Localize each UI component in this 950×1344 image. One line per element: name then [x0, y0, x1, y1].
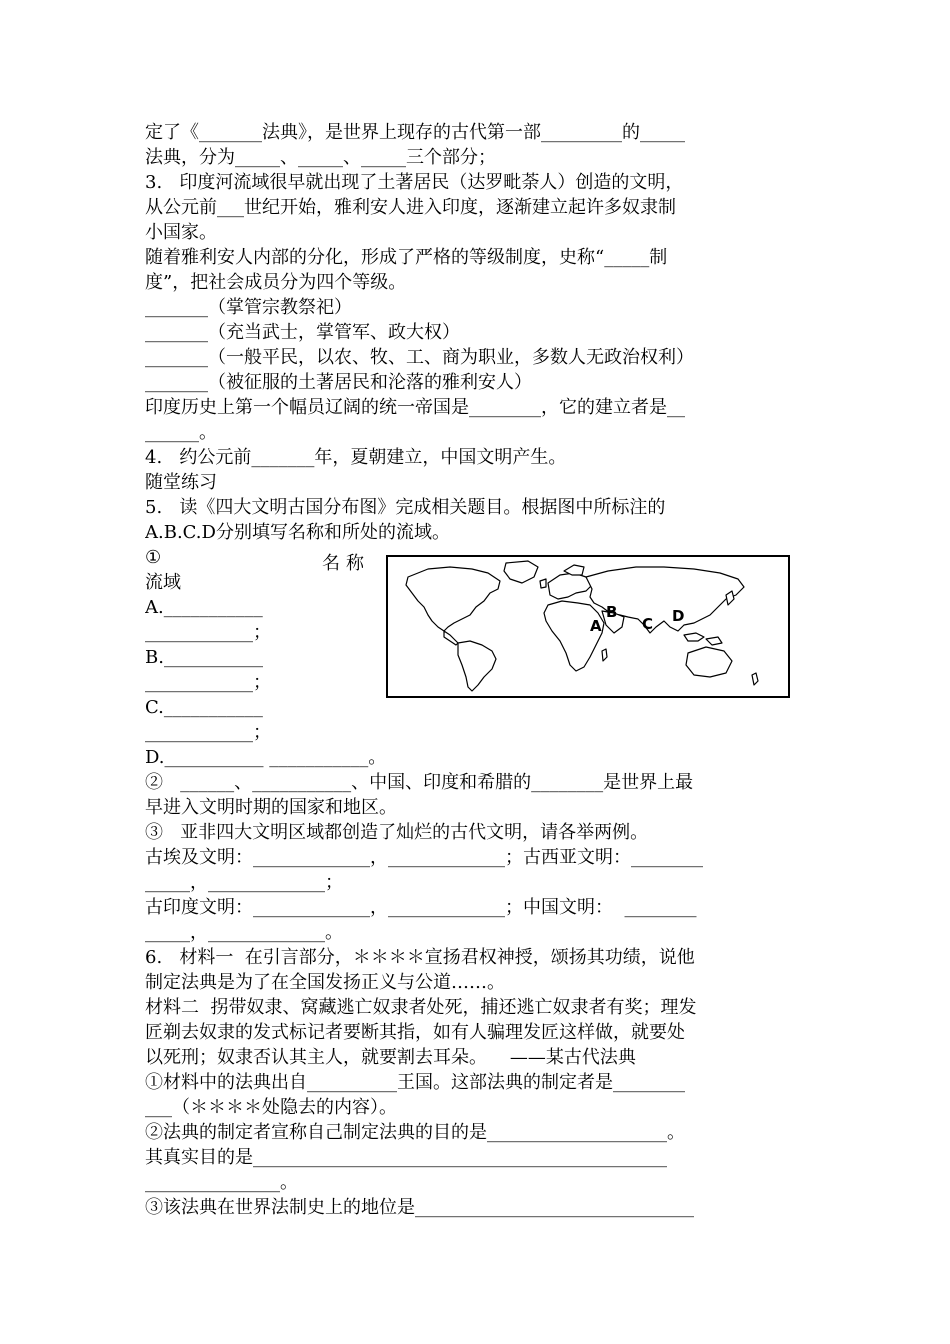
text-line: ① — [145, 547, 162, 568]
text-line: 制定法典是为了在全国发扬正义与公道……。 — [145, 972, 505, 993]
section-heading: 随堂练习 — [145, 472, 217, 493]
text-line: ______。 — [145, 422, 217, 443]
text-line: ____________； — [145, 672, 271, 693]
text-line: _____，_____________； — [145, 872, 343, 893]
text-line: A.___________ — [145, 597, 263, 618]
text-line: 匠剃去奴隶的发式标记者要断其指，如有人骗理发匠这样做，就要处 — [145, 1022, 685, 1043]
text-line: C.___________ — [145, 697, 263, 718]
text-line: 以死刑；奴隶否认其主人，就要割去耳朵。 ——某古代法典 — [145, 1047, 636, 1068]
text-line: 6. 材料一 在引言部分，＊＊＊＊宣扬君权神授，颂扬其功绩，说他 — [145, 947, 695, 968]
text-line: 5. 读《四大文明古国分布图》完成相关题目。根据图中所标注的 — [145, 497, 666, 518]
text-line: 其真实目的是______________________________________________ — [145, 1147, 667, 1168]
text-line: ③ 亚非四大文明区域都创造了灿烂的古代文明，请各举两例。 — [145, 822, 649, 843]
text-line: 小国家。 — [145, 222, 217, 243]
map-label-d: D — [672, 607, 685, 625]
map-label-c: C — [642, 615, 654, 633]
world-map-outline — [388, 557, 788, 696]
text-line: ①材料中的法典出自__________王国。这部法典的制定者是________ — [145, 1072, 685, 1093]
text-line: 古印度文明：_____________，_____________；中国文明： ________ — [145, 897, 697, 918]
text-line: 从公元前___世纪开始，雅利安人进入印度，逐渐建立起许多奴隶制 — [145, 197, 676, 218]
text-line: 印度历史上第一个幅员辽阔的统一帝国是________，它的建立者是__ — [145, 397, 685, 418]
text-line: ②法典的制定者宣称自己制定法典的目的是____________________。 — [145, 1122, 685, 1143]
text-line: 流域 — [145, 572, 181, 593]
text-line: _______（被征服的土著居民和沦落的雅利安人） — [145, 372, 532, 393]
text-line: 早进入文明时期的国家和地区。 — [145, 797, 397, 818]
text-line: 定了《_______法典》，是世界上现存的古代第一部_________的_____ — [145, 122, 685, 143]
text-line: _______（掌管宗教祭祀） — [145, 297, 352, 318]
text-line: 4. 约公元前_______年，夏朝建立，中国文明产生。 — [145, 447, 567, 468]
map-label-a: A — [590, 617, 602, 635]
text-line: _______（一般平民，以农、牧、工、商为职业，多数人无政治权利） — [145, 347, 694, 368]
text-line: ② ______、___________、中国、印度和希腊的________是世界上最 — [145, 772, 694, 793]
text-line: B.___________ — [145, 647, 263, 668]
text-line: 度”，把社会成员分为四个等级。 — [145, 272, 407, 293]
text-line: 古埃及文明：_____________，_____________；古西亚文明：________ — [145, 847, 703, 868]
world-map-figure — [386, 555, 790, 698]
text-line: 随着雅利安人内部的分化，形成了严格的等级制度，史称“_____制 — [145, 247, 668, 268]
text-line: _______（充当武士，掌管军、政大权） — [145, 322, 460, 343]
text-line: 法典，分为_____、_____、_____三个部分； — [145, 147, 496, 168]
text-line: _______________。 — [145, 1172, 298, 1193]
text-line: ___（＊＊＊＊处隐去的内容）。 — [145, 1097, 397, 1118]
name-column-header: 名称 — [322, 553, 370, 574]
text-line: ____________； — [145, 722, 271, 743]
text-line: 材料二 拐带奴隶、窝藏逃亡奴隶者处死，捕还逃亡奴隶者有奖；理发 — [145, 997, 697, 1018]
text-line: D.___________ ___________。 — [145, 747, 387, 768]
text-line: A.B.C.D分别填写名称和所处的流域。 — [145, 522, 450, 543]
text-line: 3. 印度河流域很早就出现了土著居民（达罗毗荼人）创造的文明， — [145, 172, 684, 193]
text-line: ③该法典在世界法制史上的地位是_______________________________ — [145, 1197, 694, 1218]
text-line: ____________； — [145, 622, 271, 643]
map-label-b: B — [606, 603, 618, 621]
text-line: _____，_____________。 — [145, 922, 343, 943]
